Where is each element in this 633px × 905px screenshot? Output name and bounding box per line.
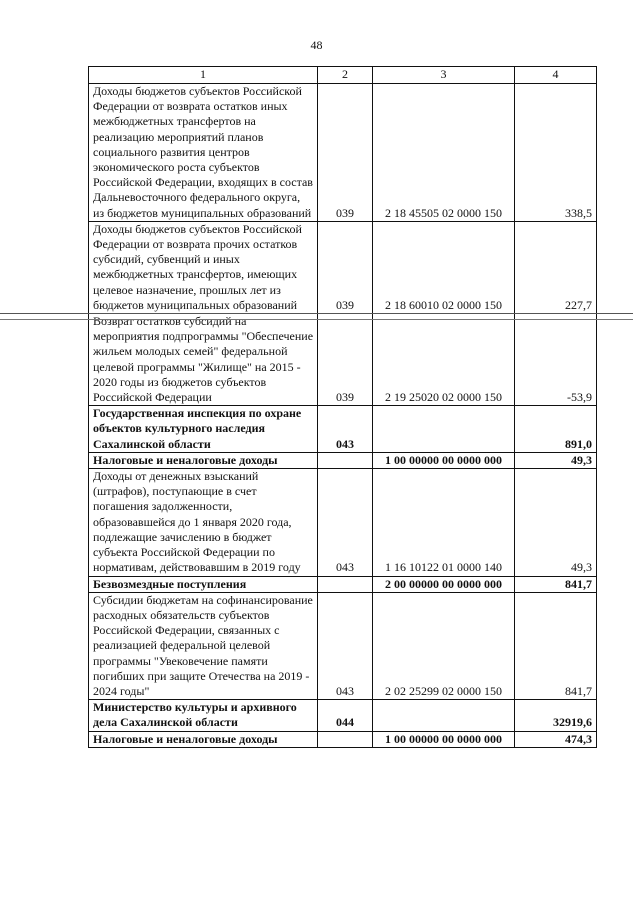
row-classification-code-cell <box>373 406 515 453</box>
row-name-cell: Налоговые и неналоговые доходы <box>89 731 318 747</box>
row-admin-code-cell: 044 <box>318 700 373 731</box>
row-name-cell: Налоговые и неналоговые доходы <box>89 452 318 468</box>
row-classification-code-cell: 2 19 25020 02 0000 150 <box>373 314 515 406</box>
row-admin-code-cell <box>318 452 373 468</box>
row-amount-cell: 32919,6 <box>515 700 597 731</box>
row-name-cell: Доходы бюджетов субъектов Российской Федерации от возврата остатков иных межбюджетных трансфертов на реализацию мероприятий планов социального развития центров экономического роста субъектов Российской Федерации, входящих в состав Дальневосточного федерального округа, из бюджетов муниципальных образований <box>89 84 318 222</box>
table-row <box>89 592 597 699</box>
row-amount-cell: 49,3 <box>515 452 597 468</box>
row-amount-cell: 841,7 <box>515 592 597 699</box>
column-header-name: 1 <box>89 67 318 84</box>
row-admin-code-cell <box>318 731 373 747</box>
row-admin-code-cell: 043 <box>318 406 373 453</box>
row-admin-code-cell: 039 <box>318 221 373 313</box>
table-row <box>89 314 597 406</box>
row-classification-code-cell: 2 18 45505 02 0000 150 <box>373 84 515 222</box>
table-row <box>89 84 597 222</box>
row-classification-code-cell: 2 02 25299 02 0000 150 <box>373 592 515 699</box>
row-admin-code-cell: 043 <box>318 469 373 576</box>
scan-artifact-line <box>0 313 633 314</box>
scan-artifact-line <box>0 319 633 320</box>
row-amount-cell: 49,3 <box>515 469 597 576</box>
row-amount-cell: 474,3 <box>515 731 597 747</box>
row-admin-code-cell <box>318 576 373 592</box>
row-amount-cell: 227,7 <box>515 221 597 313</box>
table-row-summary <box>89 452 597 468</box>
row-name-cell: Возврат остатков субсидий на мероприятия подпрограммы "Обеспечение жильем молодых семей" федеральной целевой программы "Жилище" на 2015 - 2020 годы из бюджетов субъектов Российской Федерации <box>89 314 318 406</box>
row-classification-code-cell: 2 18 60010 02 0000 150 <box>373 221 515 313</box>
table-row-administrator <box>89 700 597 731</box>
budget-revenue-table <box>88 66 597 748</box>
row-name-cell: Министерство культуры и архивного дела Сахалинской области <box>89 700 318 731</box>
row-name-cell: Доходы от денежных взысканий (штрафов), поступающие в счет погашения задолженности, образовавшейся до 1 января 2020 года, подлежащие зачислению в бюджет субъекта Российской Федерации по нормативам, действовавшим в 2019 году <box>89 469 318 576</box>
row-admin-code-cell: 039 <box>318 84 373 222</box>
row-classification-code-cell: 1 16 10122 01 0000 140 <box>373 469 515 576</box>
row-amount-cell: 841,7 <box>515 576 597 592</box>
row-classification-code-cell <box>373 700 515 731</box>
row-admin-code-cell: 043 <box>318 592 373 699</box>
row-name-cell: Безвозмездные поступления <box>89 576 318 592</box>
row-amount-cell: 891,0 <box>515 406 597 453</box>
page-number: 48 <box>310 38 323 52</box>
column-header-classification-code: 3 <box>373 67 515 84</box>
table-row <box>89 221 597 313</box>
row-admin-code-cell: 039 <box>318 314 373 406</box>
table-row-administrator <box>89 406 597 453</box>
table-header-row <box>89 67 597 84</box>
row-classification-code-cell: 1 00 00000 00 0000 000 <box>373 452 515 468</box>
row-amount-cell: 338,5 <box>515 84 597 222</box>
row-classification-code-cell: 2 00 00000 00 0000 000 <box>373 576 515 592</box>
column-header-admin-code: 2 <box>318 67 373 84</box>
table-row-summary <box>89 576 597 592</box>
row-name-cell: Доходы бюджетов субъектов Российской Федерации от возврата прочих остатков субсидий, субвенций и иных межбюджетных трансфертов, имеющих целевое назначение, прошлых лет из бюджетов муниципальных образований <box>89 221 318 313</box>
row-name-cell: Субсидии бюджетам на софинансирование расходных обязательств субъектов Российской Федерации, связанных с реализацией федеральной целевой программы "Увековечение памяти погибших при защите Отечества на 2019 - 2024 годы" <box>89 592 318 699</box>
row-name-cell: Государственная инспекция по охране объектов культурного наследия Сахалинской области <box>89 406 318 453</box>
table-row-summary <box>89 731 597 747</box>
table-row <box>89 469 597 576</box>
column-header-amount: 4 <box>515 67 597 84</box>
row-classification-code-cell: 1 00 00000 00 0000 000 <box>373 731 515 747</box>
row-amount-cell: -53,9 <box>515 314 597 406</box>
